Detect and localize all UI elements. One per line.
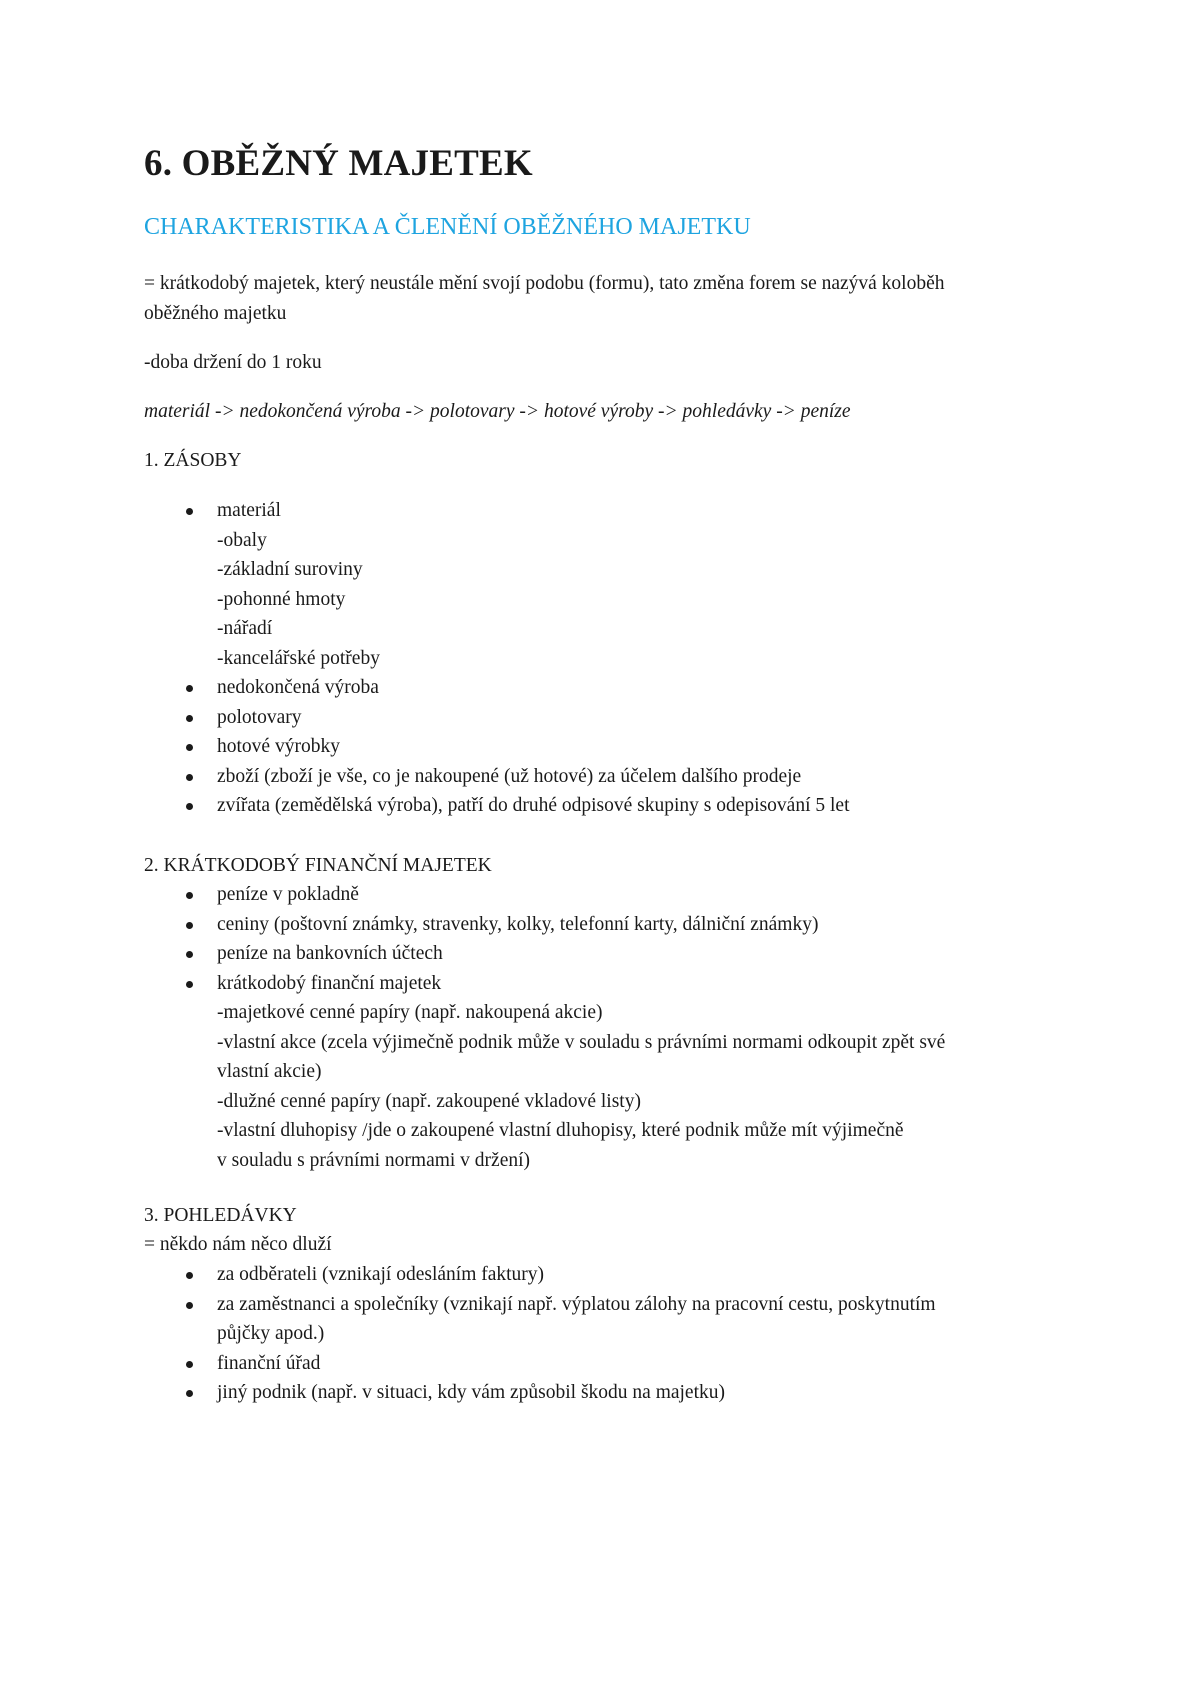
intro-line-1: = krátkodobý majetek, který neustále mění svojí podobu (formu), tato změna forem se nazývá koloběh — [144, 273, 945, 294]
bullet-icon — [186, 1272, 193, 1279]
list-item-label-cont: půjčky apod.) — [217, 1323, 325, 1344]
bullet-icon — [186, 508, 193, 515]
sub-item: -vlastní dluhopisy /jde o zakoupené vlastní dluhopisy, které podnik může mít výjimečně — [217, 1120, 904, 1141]
asset-cycle: materiál -> nedokončená výroba -> polotovary -> hotové výroby -> pohledávky -> peníze — [144, 401, 851, 422]
zasoby-list — [144, 496, 1074, 821]
list-item-label: jiný podnik (např. v situaci, kdy vám způsobil škodu na majetku) — [217, 1382, 725, 1403]
bullet-icon — [186, 1302, 193, 1309]
bullet-icon — [186, 803, 193, 810]
sub-item: -základní suroviny — [217, 559, 363, 580]
sub-item: -pohonné hmoty — [217, 588, 346, 610]
bullet-icon — [186, 922, 193, 929]
list-item-label: zboží (zboží je vše, co je nakoupené (už hotové) za účelem dalšího prodeje — [217, 765, 802, 787]
page-title: 6. OBĚŽNÝ MAJETEK — [144, 143, 533, 184]
bullet-icon — [186, 1390, 193, 1397]
list-item-label: materiál — [217, 500, 281, 521]
list-item — [144, 1349, 1074, 1379]
list-item-label: peníze na bankovních účtech — [217, 943, 443, 964]
intro-paragraph — [144, 269, 1074, 328]
list-item-label: zvířata (zemědělská výroba), patří do druhé odpisové skupiny s odepisování 5 let — [217, 795, 850, 816]
financni-list — [144, 880, 1074, 1175]
list-item — [144, 732, 1074, 762]
list-item — [144, 1260, 1074, 1290]
sub-item: -vlastní akce (zcela výjimečně podnik může v souladu s právními normami odkoupit zpět své — [217, 1031, 946, 1053]
list-item-label: za odběrateli (vznikají odesláním faktury) — [217, 1264, 545, 1285]
list-item-label: peníze v pokladně — [217, 884, 359, 905]
list-item-label: polotovary — [217, 706, 302, 728]
list-item — [144, 939, 1074, 969]
bullet-icon — [186, 981, 193, 988]
bullet-icon — [186, 715, 193, 722]
pohledavky-definition: = někdo nám něco dluží — [144, 1234, 332, 1255]
sub-item: -obaly — [217, 529, 267, 551]
list-item — [144, 673, 1074, 703]
list-item — [144, 762, 1074, 792]
sub-item: v souladu s právními normami v držení) — [217, 1149, 531, 1171]
section-subtitle: CHARAKTERISTIKA A ČLENĚNÍ OBĚŽNÉHO MAJETKU — [144, 214, 751, 240]
list-item — [144, 880, 1074, 910]
heading-financni: 2. KRÁTKODOBÝ FINANČNÍ MAJETEK — [144, 855, 492, 876]
pohledavky-list — [144, 1260, 1074, 1408]
bullet-icon — [186, 951, 193, 958]
list-item-label: finanční úřad — [217, 1352, 321, 1374]
list-item-label: hotové výrobky — [217, 736, 340, 757]
bullet-icon — [186, 892, 193, 899]
bullet-icon — [186, 1361, 193, 1368]
list-item-label: nedokončená výroba — [217, 677, 379, 698]
bullet-icon — [186, 744, 193, 751]
bullet-icon — [186, 774, 193, 781]
heading-pohledavky: 3. POHLEDÁVKY — [144, 1205, 297, 1226]
intro-line-2: oběžného majetku — [144, 302, 287, 324]
sub-item: -majetkové cenné papíry (např. nakoupená akcie) — [217, 1002, 603, 1023]
list-item — [144, 1290, 1074, 1349]
list-item — [144, 496, 1074, 673]
heading-zasoby: 1. ZÁSOBY — [144, 450, 242, 471]
holding-period: -doba držení do 1 roku — [144, 352, 322, 373]
list-item-label: ceniny (poštovní známky, stravenky, kolky, telefonní karty, dálniční známky) — [217, 913, 819, 935]
sub-item: -dlužné cenné papíry (např. zakoupené vkladové listy) — [217, 1090, 641, 1112]
list-item — [144, 910, 1074, 940]
list-item — [144, 1378, 1074, 1408]
list-item — [144, 969, 1074, 1176]
bullet-icon — [186, 685, 193, 692]
sub-item: -kancelářské potřeby — [217, 647, 380, 669]
sub-item: vlastní akcie) — [217, 1061, 322, 1082]
sub-item: -nářadí — [217, 618, 273, 639]
list-item-label: krátkodobý finanční majetek — [217, 972, 442, 994]
list-item — [144, 791, 1074, 821]
list-item-label: za zaměstnanci a společníky (vznikají např. výplatou zálohy na pracovní cestu, poskytnutím — [217, 1293, 936, 1315]
list-item — [144, 703, 1074, 733]
